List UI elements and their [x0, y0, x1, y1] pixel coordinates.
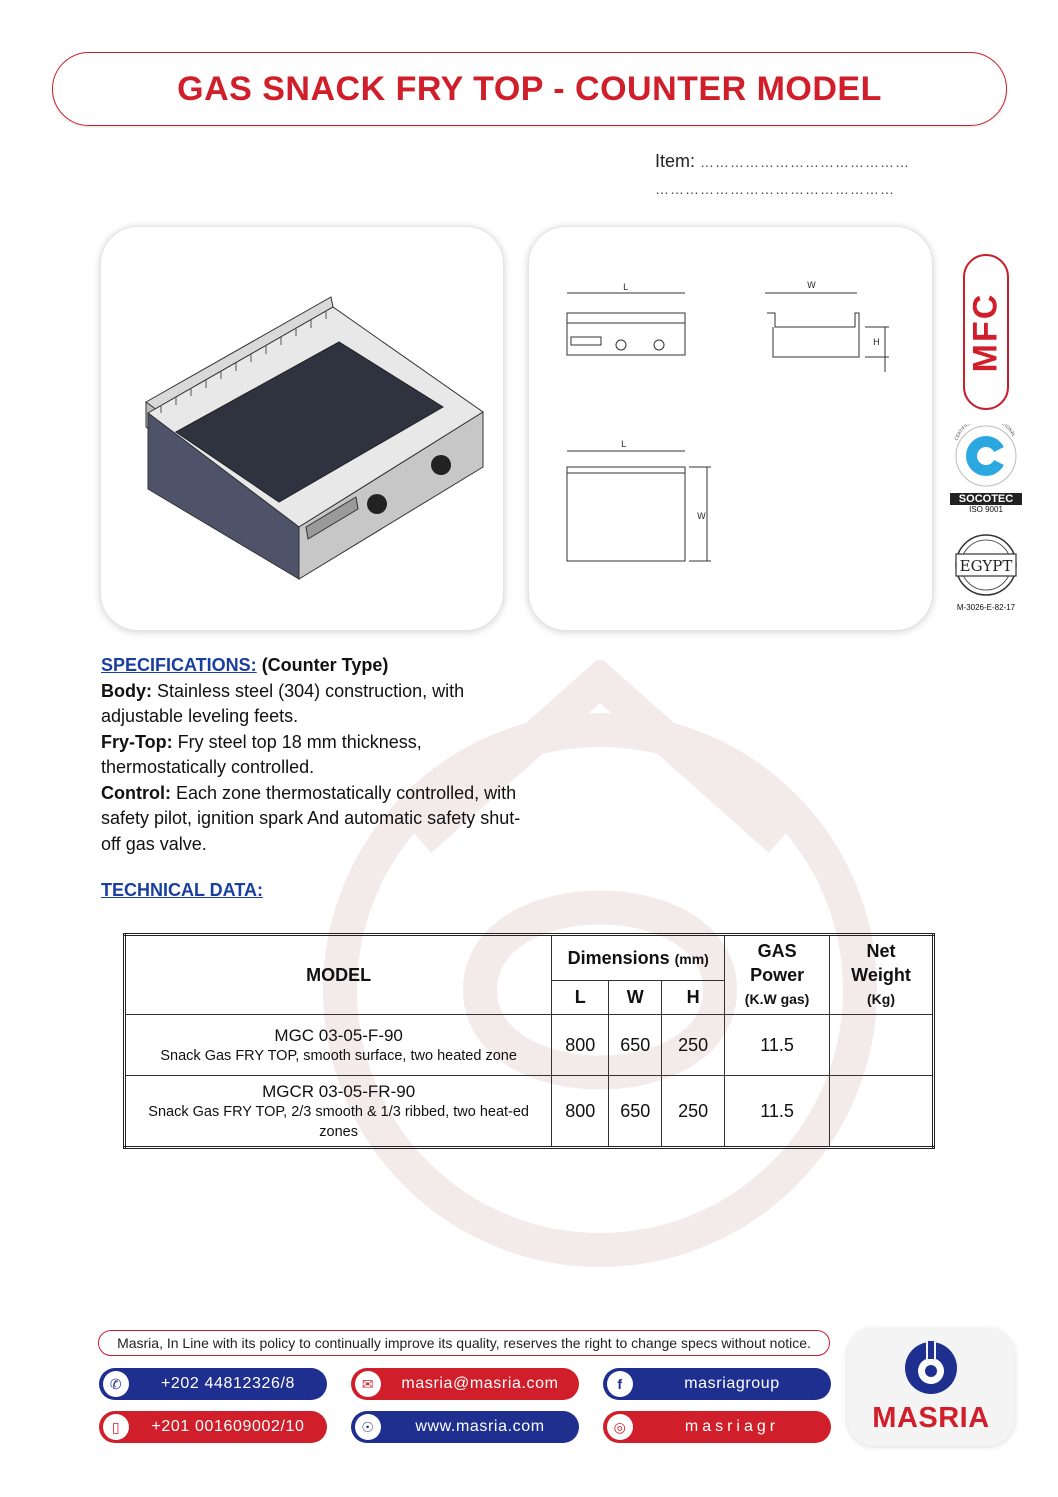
table-row [125, 1076, 934, 1148]
model-code: MGCR 03-05-FR-90 [262, 1081, 416, 1101]
phone-2-text: +201 001609002/10 [151, 1418, 305, 1435]
fry-top-illustration [101, 227, 505, 632]
instagram-icon: ◎ [607, 1414, 633, 1440]
technical-data-table [123, 933, 935, 1149]
cell-width: 650 [609, 1076, 662, 1148]
socotec-ring-text: CERTIFIC TIONAL [954, 424, 1016, 442]
website-text: www.masria.com [415, 1418, 545, 1435]
spec-control: Control: Each zone thermostatically controlled, with safety pilot, ignition spark And automatic safety shut-off gas valve. [101, 782, 521, 854]
facebook-text: masriagroup [684, 1375, 780, 1392]
item-label: Item: [655, 151, 696, 171]
facebook-icon: f [607, 1371, 633, 1397]
spec-frytop: Fry-Top: Fry steel top 18 mm thickness, thermostatically controlled. [101, 731, 422, 777]
header-height: H [662, 981, 725, 1015]
cell-net-weight [830, 1015, 934, 1076]
instagram-text: masriagr [684, 1418, 780, 1435]
spec-body: Body: Stainless steel (304) construction, with adjustable leveling feets. [101, 680, 465, 726]
footer-notice: Masria, In Line with its policy to continually improve its quality, reserves the right to change specs without notice. [98, 1330, 830, 1356]
header-dimensions: Dimensions (mm) [552, 935, 725, 981]
specifications-heading: SPECIFICATIONS: [101, 655, 257, 675]
cell-length: 800 [552, 1015, 609, 1076]
egypt-seal-text: EGYPT [959, 557, 1013, 575]
mfc-badge-text: MFC [966, 292, 1005, 372]
cell-gas-power: 11.5 [725, 1015, 830, 1076]
specifications-block [101, 653, 531, 857]
cell-width: 650 [609, 1015, 662, 1076]
technical-data-heading: TECHNICAL DATA: [101, 880, 263, 900]
page-title: GAS SNACK FRY TOP - COUNTER MODEL [177, 69, 882, 108]
top-view-length-label: L [621, 440, 627, 450]
side-view-width-label: W [807, 281, 816, 291]
egypt-code: M-3026-E-82-17 [956, 603, 1016, 612]
dimension-drawings [529, 227, 934, 632]
cell-height: 250 [662, 1076, 725, 1148]
model-description: Snack Gas FRY TOP, 2/3 smooth & 1/3 ribbed, two heat-ed zones [148, 1103, 529, 1140]
socotec-certificate [948, 424, 1024, 514]
item-line-1: …………………………………… [700, 154, 911, 170]
top-view-width-label: W [697, 512, 706, 522]
cell-height: 250 [662, 1015, 725, 1076]
product-photo-card [100, 226, 504, 631]
phone-icon: ✆ [103, 1371, 129, 1397]
email-pill[interactable] [351, 1368, 579, 1400]
phone-1-pill[interactable] [99, 1368, 327, 1400]
website-pill[interactable] [351, 1411, 579, 1443]
cell-length: 800 [552, 1076, 609, 1148]
side-view-height-label: H [873, 338, 880, 348]
phone-2-pill[interactable] [99, 1411, 327, 1443]
masria-logo [847, 1328, 1015, 1446]
envelope-icon: ✉ [355, 1371, 381, 1397]
email-text: masria@masria.com [401, 1375, 559, 1392]
page-title-box [52, 52, 1007, 126]
socotec-standard: ISO 9001 [969, 505, 1003, 514]
header-model: MODEL [125, 935, 552, 1015]
header-length: L [552, 981, 609, 1015]
header-gas-power: GAS Power (K.W gas) [725, 935, 830, 1015]
cell-net-weight [830, 1076, 934, 1148]
instagram-pill[interactable] [603, 1411, 831, 1443]
egypt-seal [948, 532, 1024, 598]
item-line-2: ………………………………………… [655, 181, 895, 197]
header-width: W [609, 981, 662, 1015]
model-description: Snack Gas FRY TOP, smooth surface, two heated zone [160, 1047, 517, 1064]
egypt-certificate [948, 532, 1024, 612]
mobile-phone-icon: ▯ [103, 1414, 129, 1440]
socotec-logo [948, 424, 1024, 488]
technical-drawing-card [528, 226, 933, 631]
header-net-weight: Net Weight (Kg) [830, 935, 934, 1015]
mfc-badge [963, 254, 1009, 410]
globe-icon: ☉ [355, 1414, 381, 1440]
phone-1-text: +202 44812326/8 [160, 1375, 295, 1392]
front-view-length-label: L [623, 283, 629, 293]
specifications-type: (Counter Type) [261, 655, 389, 675]
cell-gas-power: 11.5 [725, 1076, 830, 1148]
facebook-pill[interactable] [603, 1368, 831, 1400]
table-row [125, 1015, 934, 1076]
item-field [655, 148, 910, 202]
masria-emblem-icon [847, 1328, 1015, 1402]
model-code: MGC 03-05-F-90 [274, 1025, 403, 1045]
masria-wordmark: MASRIA [872, 1402, 990, 1434]
socotec-name: SOCOTEC [950, 493, 1022, 505]
